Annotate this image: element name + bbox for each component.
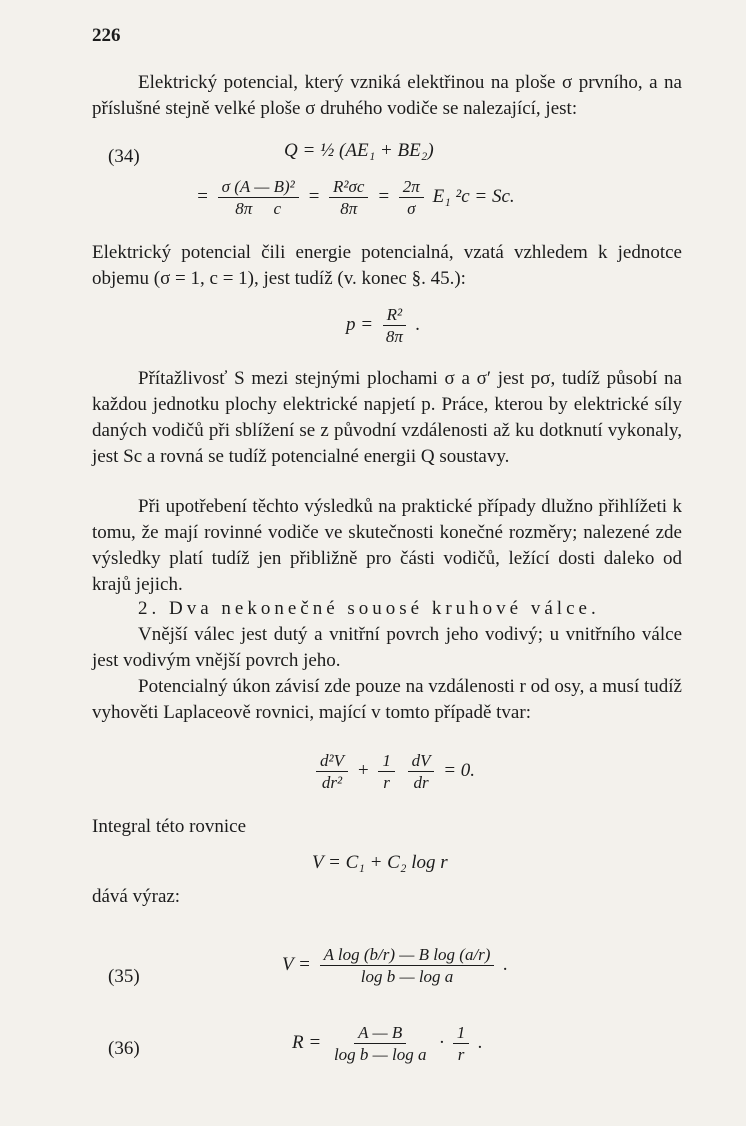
fraction-denominator: dr [413,773,429,792]
equals-sign-3: = [377,185,391,207]
integral-equation: V = C₁ + C₂ log r [312,852,448,873]
den-c: c [273,199,282,218]
fraction-a-minus-b [330,1022,431,1065]
fraction-1-r [453,1022,470,1065]
paragraph-5: Vnější válec jest dutý a vnitřní povrch jeho vodivý; u vnitřního válce jest vodivým vnější povrch jeho. [92,624,682,671]
fraction-numerator: 2π [399,176,424,198]
fraction-numerator: 1 [378,750,395,772]
equals-sign-2: = [307,185,321,207]
fraction-numerator: R² [383,304,406,326]
equation-number-34: (34) [108,146,140,167]
dot-operator: · [439,1031,444,1053]
p-lhs: p = [346,313,374,335]
equation-number-36: (36) [108,1038,140,1059]
fraction-denominator: r [383,773,390,792]
fraction-denominator [231,198,285,219]
laplace-end: = 0. [443,759,476,781]
fraction-denominator: log b — log a [360,967,454,986]
fraction-d2v-dr2 [316,750,348,793]
equation-34-tail: E₁ ²c = Sc. [432,185,515,207]
fraction-numerator: R²σc [329,176,368,198]
equation-36 [292,1022,483,1065]
equation-p [346,304,420,347]
fraction-1-r [378,750,395,793]
paragraph-7: Integral této rovnice [92,816,247,837]
den-8pi: 8π [235,199,253,218]
fraction-2pi-sigma [399,176,424,219]
fraction-r2-sigma-c [329,176,368,219]
paragraph-4: Při upotřebení těchto výsledků na praktické případy dlužno přihlížeti k tomu, že mají rovinné vodiče ve skutečnosti konečné rozměry; nalezené zde výsledky platí tudíž jen přibližně pro části vodičů, ležící dosti daleko od krajů jejich. [92,496,682,595]
fraction-numerator: σ (A — B)² [218,176,299,198]
paragraph-2: Elektrický potencial čili energie potencialná, vzatá vzhledem k jednotce objemu (σ = 1, c = 1), jest tudíž (v. konec §. 45.): [92,242,682,289]
fraction-dv-dr [408,750,435,793]
equation-34-line-2 [196,176,515,219]
p-end: . [415,313,421,335]
fraction-denominator: σ [407,199,416,218]
fraction-denominator: log b — log a [333,1045,427,1064]
fraction-denominator: dr² [321,773,343,792]
fraction-v [320,944,495,987]
equals-sign: = [196,185,209,207]
fraction-numerator: 1 [453,1022,470,1044]
fraction-denominator: 8π [385,327,403,346]
paragraph-1: Elektrický potencial, který vzniká elektřinou na ploše σ prvního, a na příslušné stejně velké ploše σ druhého vodiče se nalezající, jest: [92,72,682,119]
equation-34-line-1: Q = ½ (AE₁ + BE₂) [284,140,434,161]
page-number: 226 [92,25,121,46]
equation-number-35: (35) [108,966,140,987]
fraction-sigma-a-minus-b [218,176,299,219]
fraction-r2-8pi [382,304,407,347]
equation-35 [282,944,508,987]
fraction-denominator: r [457,1045,465,1064]
fraction-numerator: d²V [316,750,348,772]
fraction-numerator: dV [408,750,435,772]
fraction-numerator: A log (b/r) — B log (a/r) [320,944,495,966]
r-end: . [478,1031,483,1053]
r-lhs: R = [292,1031,322,1053]
v-lhs: V = [282,953,311,975]
laplace-equation [312,750,475,793]
paragraph-6: Potencialný úkon závisí zde pouze na vzdálenosti r od osy, a musí tudíž vyhověti Laplaceově rovnici, mající v tomto případě tvar: [92,676,682,723]
fraction-numerator: A — B [354,1022,406,1044]
plus-sign: + [356,759,370,781]
fraction-denominator: 8π [340,199,358,218]
v-end: . [503,953,508,975]
paragraph-8: dává výraz: [92,886,181,907]
paragraph-3: Přítažlivosť S mezi stejnými plochami σ a σ′ jest pσ, tudíž působí na každou jednotku plochy elektrické napjetí p. Práce, kterou by elektrické síly daných vodičů při sblížení se z původní vzdálenosti až ku dotknutí vykonaly, jest Sc a rovná se tudíž potencialné energii Q soustavy. [92,368,682,467]
section-heading: 2. Dva nekonečné souosé kruhové válce. [138,598,600,619]
